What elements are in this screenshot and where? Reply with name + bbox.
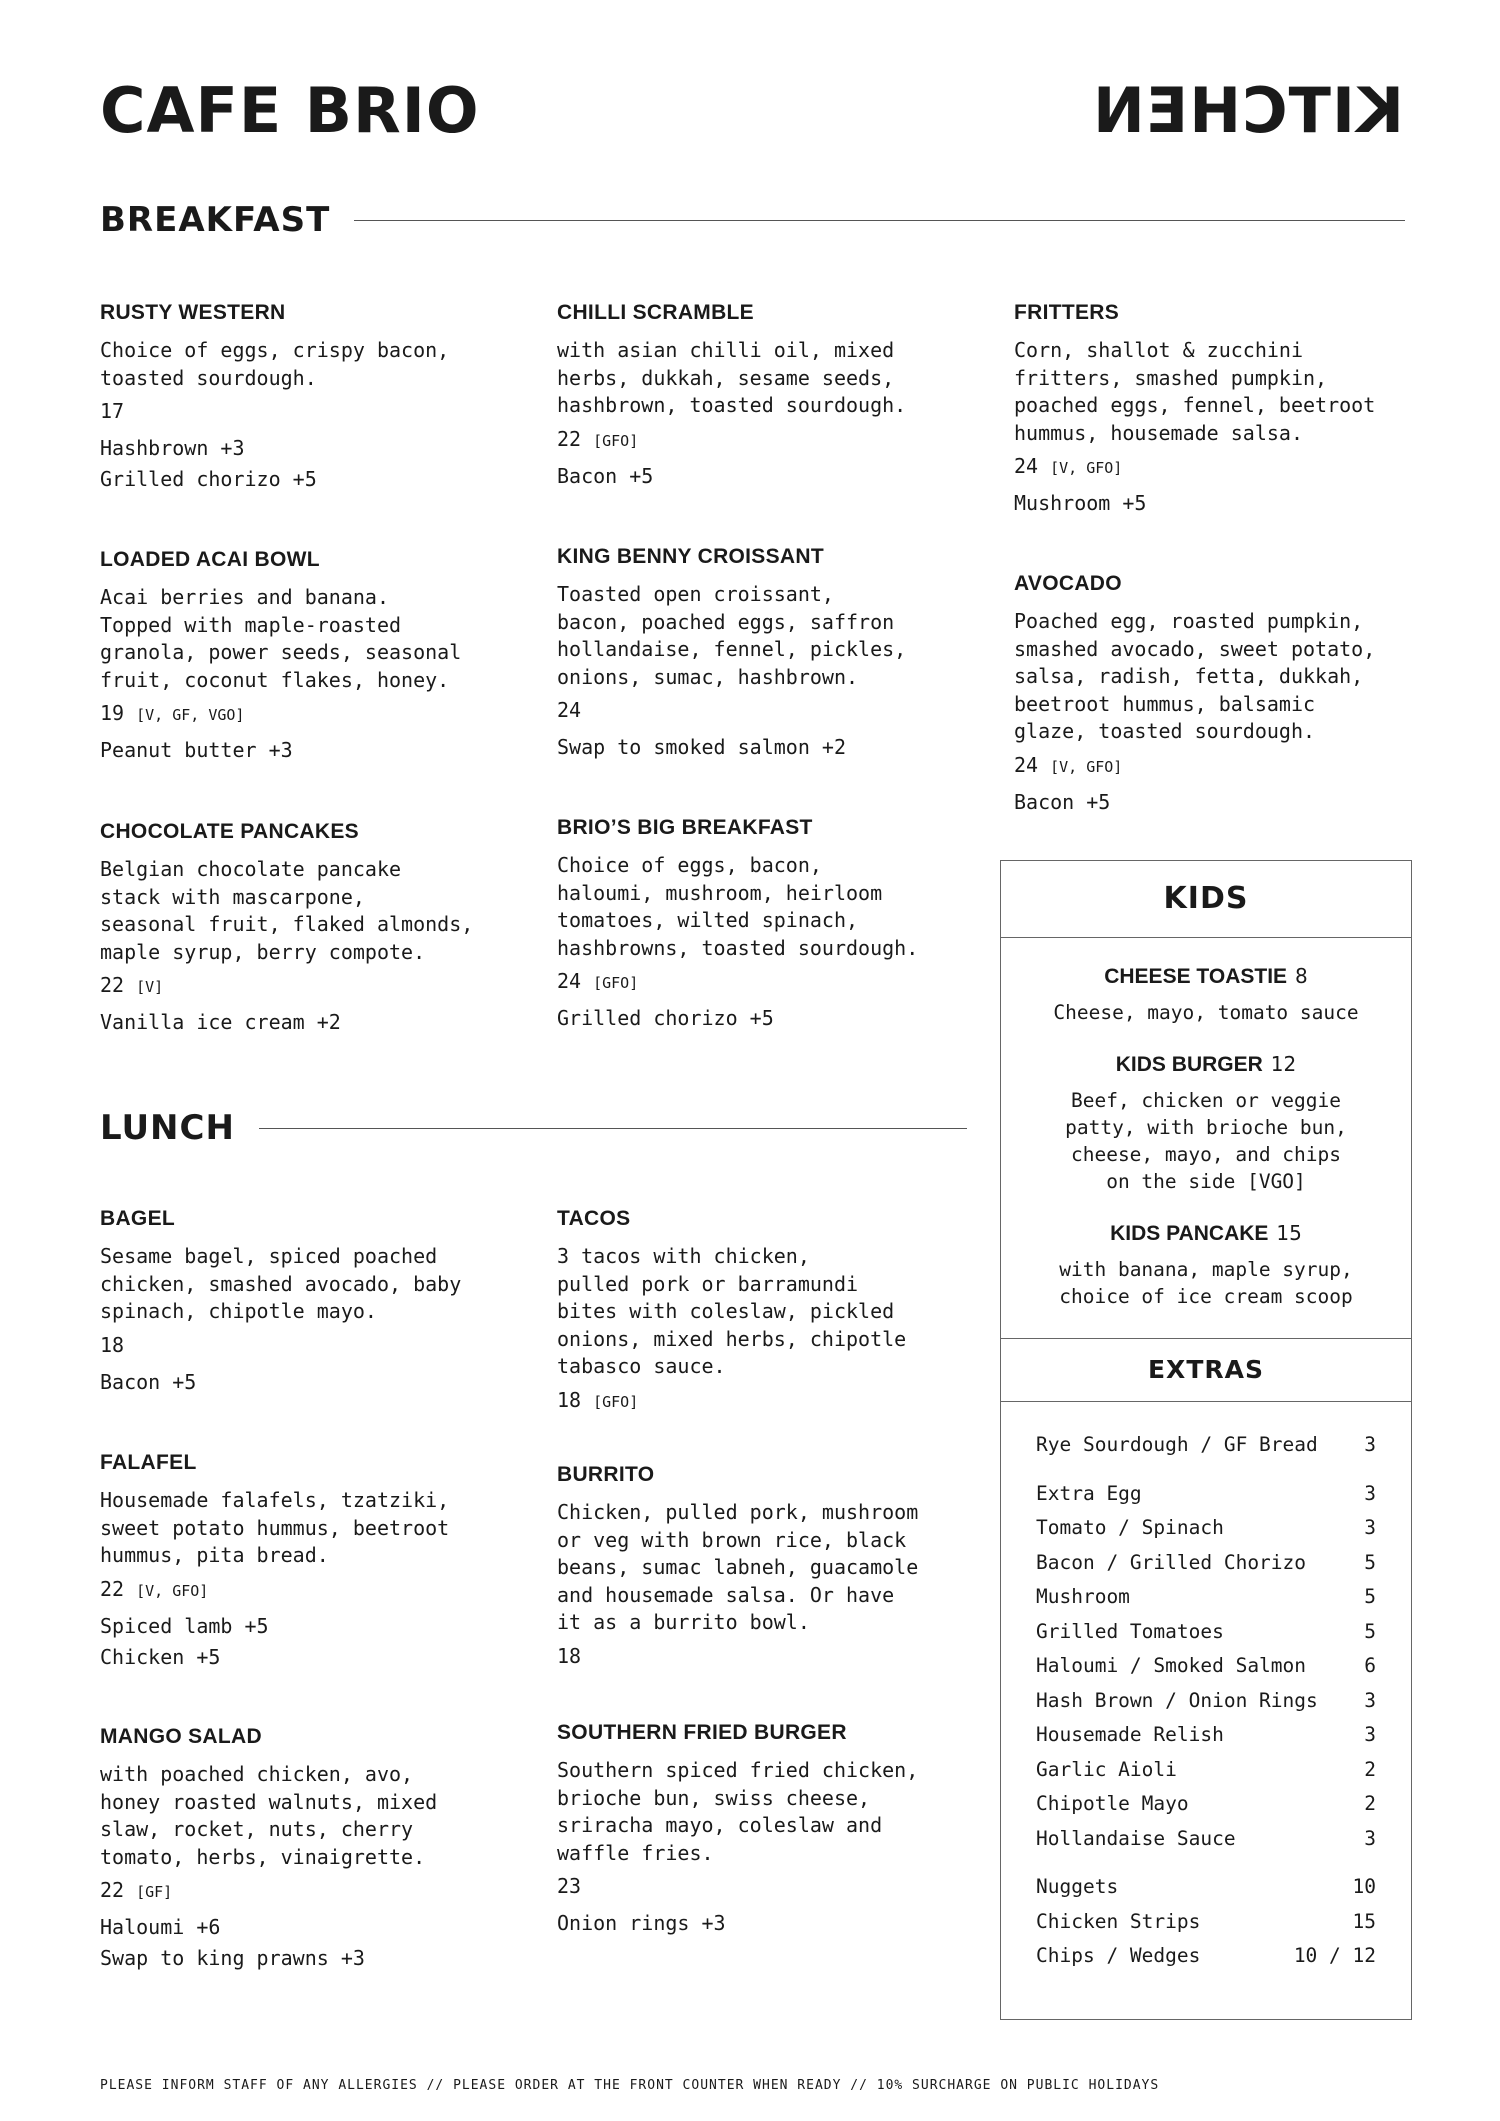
menu-item xyxy=(557,545,977,763)
addon: Grilled chorizo +5 xyxy=(100,467,317,491)
addon: Haloumi +6 xyxy=(100,1915,221,1939)
extra-name: Mushroom xyxy=(1036,1585,1130,1608)
addon-list xyxy=(100,735,520,766)
item-name: LOADED ACAI BOWL xyxy=(100,548,320,571)
item-description: Choice of eggs, crispy bacon, toasted sourdough. xyxy=(100,338,450,390)
item-name: CHOCOLATE PANCAKES xyxy=(100,820,359,843)
extras-list xyxy=(1001,1428,1411,1974)
item-price: 18 xyxy=(557,1643,582,1668)
extra-name: Rye Sourdough / GF Bread xyxy=(1036,1433,1318,1456)
dietary-tags: [V, GFO] xyxy=(1050,459,1123,477)
extras-row xyxy=(1036,1787,1376,1822)
extras-group xyxy=(1036,1870,1376,1974)
dietary-tags: [GFO] xyxy=(593,1392,639,1411)
item-price: 22 xyxy=(100,973,125,997)
kids-item-price: 15 xyxy=(1276,1221,1302,1245)
footer-notice: PLEASE INFORM STAFF OF ANY ALLERGIES // PLEASE ORDER AT THE FRONT COUNTER WHEN READY // 10% SURCHARGE ON PUBLIC HOLIDAYS xyxy=(100,2078,1160,2093)
item-price: 22 xyxy=(100,1878,125,1902)
menu-item xyxy=(557,816,977,1034)
kids-item xyxy=(1001,1221,1411,1310)
item-description: Belgian chocolate pancake stack with mascarpone, seasonal fruit, flaked almonds, maple syrup, berry compote. xyxy=(100,857,474,964)
item-price-line xyxy=(557,1388,977,1412)
kids-item-title xyxy=(1001,964,1411,989)
extra-price: 5 xyxy=(1364,1550,1376,1574)
item-price-line xyxy=(557,1644,977,1668)
kids-item-price: 12 xyxy=(1270,1052,1297,1076)
extras-row xyxy=(1036,1939,1376,1974)
dietary-tags: [GFO] xyxy=(593,974,639,992)
lunch-section-header xyxy=(100,1108,967,1148)
item-name: FRITTERS xyxy=(1014,301,1120,324)
extras-group xyxy=(1036,1477,1376,1857)
menu-item xyxy=(100,1725,520,1974)
item-name: BAGEL xyxy=(100,1207,175,1230)
extra-name: Hash Brown / Onion Rings xyxy=(1036,1688,1318,1712)
item-price: 18 xyxy=(100,1332,125,1357)
extras-row xyxy=(1036,1822,1376,1857)
kids-extras-panel xyxy=(1000,860,1412,2020)
menu-item xyxy=(100,1451,520,1673)
addon-list xyxy=(100,1912,520,1974)
extra-price: 2 xyxy=(1364,1792,1376,1815)
extra-price: 10 / 12 xyxy=(1293,1944,1376,1967)
item-description: Southern spiced fried chicken, brioche bun, swiss cheese, sriracha mayo, coleslaw and waffle fries. xyxy=(557,1758,919,1865)
extra-name: Tomato / Spinach xyxy=(1036,1516,1224,1539)
addon-list xyxy=(100,433,520,495)
extras-row xyxy=(1036,1477,1376,1512)
item-name: BRIO’S BIG BREAKFAST xyxy=(557,816,813,839)
item-price-line xyxy=(100,399,520,423)
item-price: 19 xyxy=(100,701,125,725)
item-price-line xyxy=(557,969,977,993)
divider xyxy=(259,1128,967,1129)
item-price: 22 xyxy=(557,426,582,451)
addon-list xyxy=(100,1367,520,1398)
extras-group xyxy=(1036,1428,1376,1463)
lunch-heading: LUNCH xyxy=(100,1108,235,1148)
dietary-tags: [V, GFO] xyxy=(136,1581,209,1600)
extra-price: 3 xyxy=(1364,1826,1376,1850)
extra-name: Chips / Wedges xyxy=(1036,1944,1201,1967)
addon: Swap to smoked salmon +2 xyxy=(557,735,846,759)
item-name: AVOCADO xyxy=(1014,572,1122,595)
extras-row xyxy=(1036,1580,1376,1615)
item-description: 3 tacos with chicken, pulled pork or barramundi bites with coleslaw, pickled onions, mixed herbs, chipotle tabasco sauce. xyxy=(557,1244,907,1378)
menu-item xyxy=(557,301,977,492)
item-name: BURRITO xyxy=(557,1463,655,1486)
extras-row xyxy=(1036,1718,1376,1753)
extras-row xyxy=(1036,1870,1376,1905)
item-description: Sesame bagel, spiced poached chicken, smashed avocado, baby spinach, chipotle mayo. xyxy=(100,1244,462,1323)
kids-item xyxy=(1001,1052,1411,1195)
extra-price: 15 xyxy=(1352,1909,1376,1933)
extra-name: Nuggets xyxy=(1036,1875,1119,1898)
addon-list xyxy=(1014,488,1434,519)
extras-row xyxy=(1036,1615,1376,1650)
item-description: Housemade falafels, tzatziki, sweet potato hummus, beetroot hummus, pita bread. xyxy=(100,1488,450,1567)
addon: Peanut butter +3 xyxy=(100,738,293,762)
addon: Onion rings +3 xyxy=(557,1911,726,1935)
extra-price: 3 xyxy=(1364,1688,1376,1712)
extra-name: Bacon / Grilled Chorizo xyxy=(1036,1550,1307,1574)
extra-price: 5 xyxy=(1364,1619,1376,1643)
extra-name: Hollandaise Sauce xyxy=(1036,1826,1236,1850)
menu-item xyxy=(100,548,520,766)
item-price-line xyxy=(1014,454,1434,478)
kids-item-name: KIDS PANCAKE xyxy=(1110,1222,1269,1245)
item-price-line xyxy=(100,1878,520,1902)
addon-list xyxy=(557,461,977,492)
item-name: SOUTHERN FRIED BURGER xyxy=(557,1721,847,1744)
kids-item-description: Beef, chicken or veggie patty, with brioche bun, cheese, mayo, and chips on the side [VGO] xyxy=(1065,1089,1347,1193)
item-price: 24 xyxy=(557,969,582,993)
item-price: 17 xyxy=(100,399,125,423)
item-description: Choice of eggs, bacon, haloumi, mushroom, heirloom tomatoes, wilted spinach, hashbrowns, toasted sourdough. xyxy=(557,853,919,960)
addon-list xyxy=(1014,787,1434,818)
addon-list xyxy=(557,732,977,763)
item-description: with poached chicken, avo, honey roasted walnuts, mixed slaw, rocket, nuts, cherry tomato, herbs, vinaigrette. xyxy=(100,1762,438,1869)
extra-price: 3 xyxy=(1364,1723,1376,1746)
addon: Mushroom +5 xyxy=(1014,491,1147,515)
divider xyxy=(354,220,1405,221)
item-price: 24 xyxy=(1014,752,1039,777)
item-name: MANGO SALAD xyxy=(100,1725,262,1748)
extra-price: 3 xyxy=(1364,1433,1376,1456)
addon: Bacon +5 xyxy=(100,1369,197,1394)
menu-item xyxy=(557,1207,977,1412)
extra-name: Haloumi / Smoked Salmon xyxy=(1036,1654,1307,1677)
addon-list xyxy=(557,1003,977,1034)
extras-row xyxy=(1036,1428,1376,1463)
addon: Bacon +5 xyxy=(1014,789,1111,814)
addon: Chicken +5 xyxy=(100,1644,221,1669)
extras-row xyxy=(1036,1905,1376,1940)
item-price-line xyxy=(557,427,977,451)
item-price-line xyxy=(100,701,520,725)
extras-row xyxy=(1036,1649,1376,1684)
item-price: 24 xyxy=(1014,454,1039,478)
menu-item xyxy=(557,1721,977,1939)
item-name: KING BENNY CROISSANT xyxy=(557,545,824,568)
item-description: Poached egg, roasted pumpkin, smashed avocado, sweet potato, salsa, radish, fetta, dukkah, beetroot hummus, balsamic glaze, toasted sourdough. xyxy=(1014,609,1376,743)
kids-item xyxy=(1001,964,1411,1026)
addon: Grilled chorizo +5 xyxy=(557,1006,774,1030)
addon-list xyxy=(557,1908,977,1939)
item-price-line xyxy=(100,1333,520,1357)
extra-name: Extra Egg xyxy=(1036,1481,1142,1505)
menu-item xyxy=(557,1463,977,1668)
extras-row xyxy=(1036,1753,1376,1788)
menu-item xyxy=(100,820,520,1038)
item-description: Acai berries and banana. Topped with maple-roasted granola, power seeds, seasonal fruit, coconut flakes, honey. xyxy=(100,585,462,692)
item-price-line xyxy=(1014,753,1434,777)
addon: Spiced lamb +5 xyxy=(100,1613,269,1638)
addon: Hashbrown +3 xyxy=(100,436,245,460)
extra-price: 3 xyxy=(1364,1481,1376,1505)
extra-price: 6 xyxy=(1364,1654,1376,1677)
item-price-line xyxy=(557,698,977,722)
extras-row xyxy=(1036,1511,1376,1546)
kids-item-name: CHEESE TOASTIE xyxy=(1104,965,1288,988)
extras-row xyxy=(1036,1546,1376,1581)
item-name: CHILLI SCRAMBLE xyxy=(557,301,754,324)
addon: Bacon +5 xyxy=(557,463,654,488)
breakfast-section-header xyxy=(100,200,1405,240)
menu-item xyxy=(100,301,520,495)
item-name: TACOS xyxy=(557,1207,631,1230)
item-price-line xyxy=(100,973,520,997)
addon: Swap to king prawns +3 xyxy=(100,1946,365,1970)
item-description: Chicken, pulled pork, mushroom or veg with brown rice, black beans, sumac labneh, guacamole and housemade salsa. Or have it as a burrito bowl. xyxy=(557,1500,919,1634)
extra-price: 5 xyxy=(1364,1585,1376,1608)
item-description: with asian chilli oil, mixed herbs, dukkah, sesame seeds, hashbrown, toasted sourdough. xyxy=(557,338,907,417)
item-price-line xyxy=(100,1577,520,1601)
item-name: RUSTY WESTERN xyxy=(100,301,286,324)
brand-subtitle-mirrored: KITCHEN xyxy=(1091,74,1404,147)
kids-item-description: with banana, maple syrup, choice of ice cream scoop xyxy=(1059,1258,1353,1308)
menu-item xyxy=(100,1207,520,1398)
extra-name: Grilled Tomatoes xyxy=(1036,1619,1224,1643)
item-price: 18 xyxy=(557,1387,582,1412)
extras-heading: EXTRAS xyxy=(1001,1338,1411,1402)
menu-item xyxy=(1014,572,1434,818)
kids-heading: KIDS xyxy=(1001,861,1411,938)
kids-item-description: Cheese, mayo, tomato sauce xyxy=(1053,1001,1359,1024)
extra-name: Garlic Aioli xyxy=(1036,1757,1177,1781)
addon-list xyxy=(100,1007,520,1038)
dietary-tags: [GF] xyxy=(136,1883,173,1901)
kids-item-title xyxy=(1001,1221,1411,1246)
extra-price: 3 xyxy=(1364,1516,1376,1539)
dietary-tags: [V] xyxy=(136,978,164,996)
extras-row xyxy=(1036,1684,1376,1719)
extra-price: 10 xyxy=(1352,1875,1376,1898)
item-price: 22 xyxy=(100,1576,125,1601)
item-description: Corn, shallot & zucchini fritters, smashed pumpkin, poached eggs, fennel, beetroot hummus, housemade salsa. xyxy=(1014,338,1376,445)
extra-name: Chicken Strips xyxy=(1036,1909,1201,1933)
extra-name: Chipotle Mayo xyxy=(1036,1792,1189,1815)
item-price-line xyxy=(557,1874,977,1898)
item-description: Toasted open croissant, bacon, poached eggs, saffron hollandaise, fennel, pickles, onions, sumac, hashbrown. xyxy=(557,582,907,689)
kids-item-title xyxy=(1001,1052,1411,1077)
breakfast-heading: BREAKFAST xyxy=(100,200,331,240)
kids-item-name: KIDS BURGER xyxy=(1115,1053,1263,1076)
kids-item-price: 8 xyxy=(1295,964,1308,988)
menu-item xyxy=(1014,301,1434,519)
item-price: 24 xyxy=(557,698,582,722)
item-price: 23 xyxy=(557,1874,582,1898)
addon: Vanilla ice cream +2 xyxy=(100,1010,341,1034)
dietary-tags: [GFO] xyxy=(593,431,639,450)
addon-list xyxy=(100,1611,520,1673)
extra-price: 2 xyxy=(1364,1757,1376,1781)
extra-name: Housemade Relish xyxy=(1036,1723,1224,1746)
item-name: FALAFEL xyxy=(100,1451,197,1474)
dietary-tags: [V, GFO] xyxy=(1050,757,1123,776)
dietary-tags: [V, GF, VGO] xyxy=(136,706,245,724)
brand-title: CAFE BRIO xyxy=(100,74,480,147)
